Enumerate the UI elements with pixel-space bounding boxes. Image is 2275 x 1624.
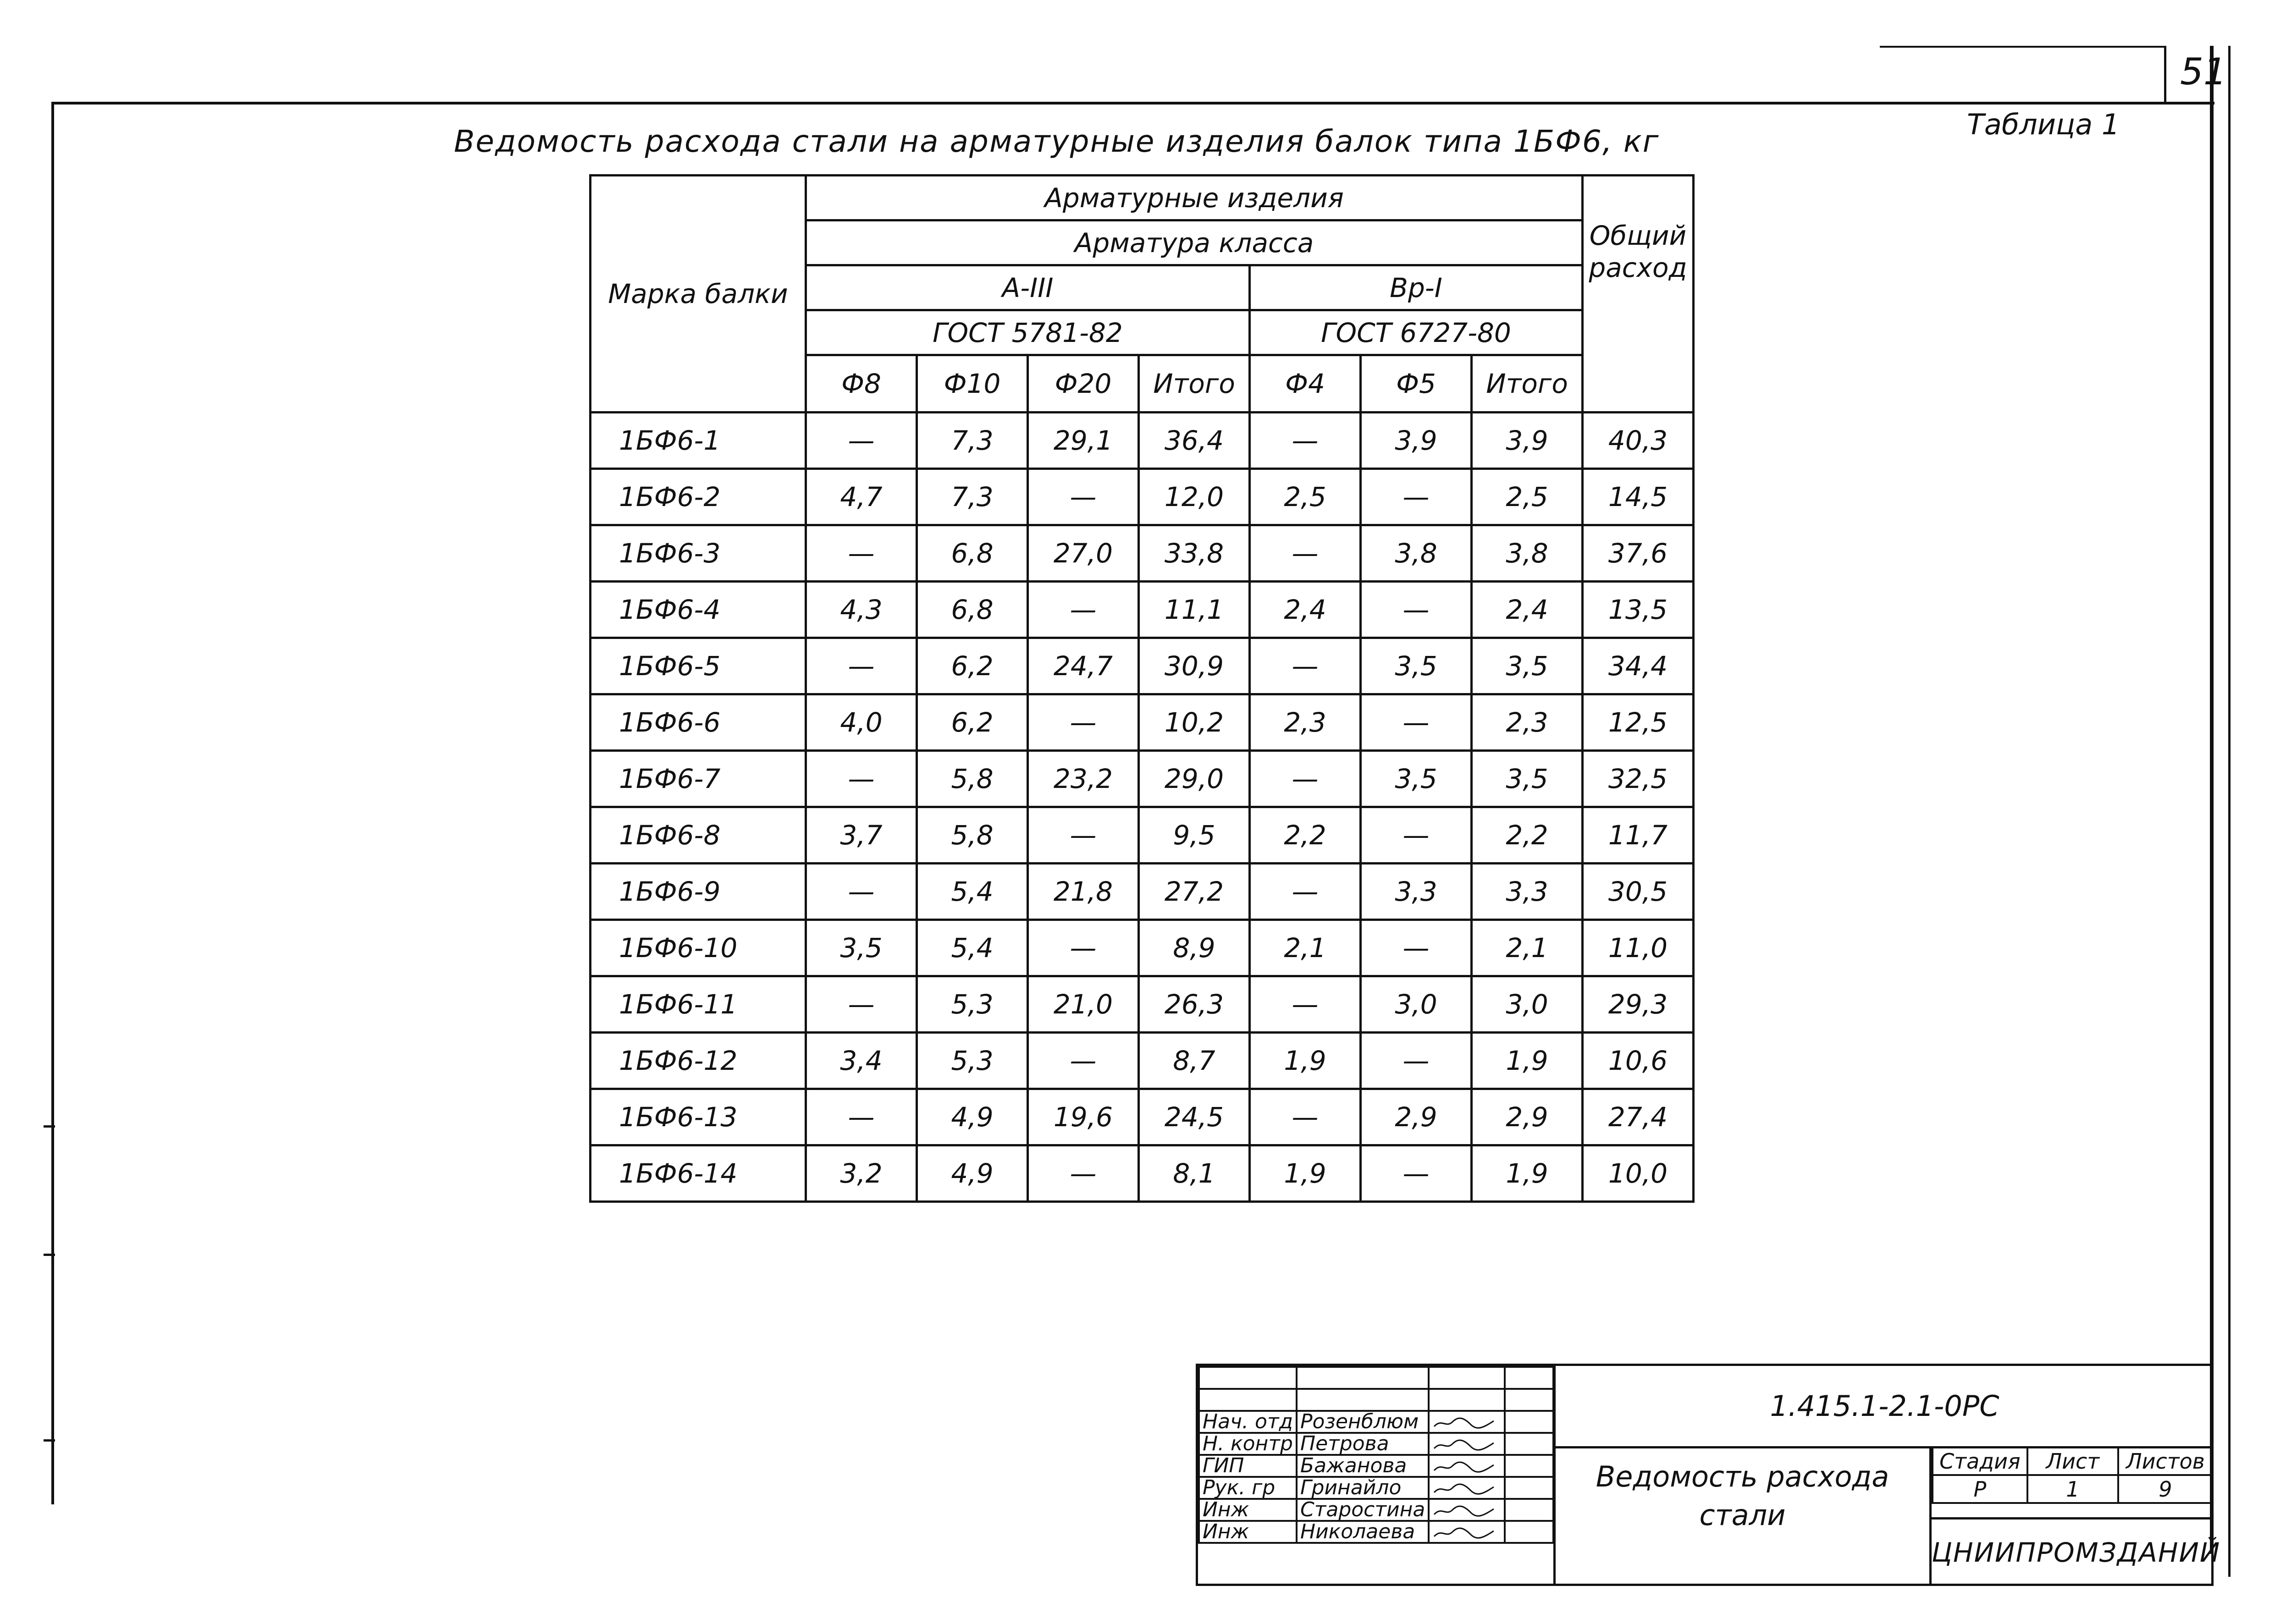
table-body — [591, 413, 1694, 1202]
row-mark: 1БФ6-11 — [591, 976, 806, 1033]
row-value: 21,0 — [1028, 976, 1139, 1033]
staff-role: Инж — [1199, 1521, 1297, 1543]
row-total-general: 14,5 — [1583, 469, 1694, 525]
row-mark: 1БФ6-3 — [591, 525, 806, 582]
row-value: 2,2 — [1472, 807, 1583, 864]
signature — [1429, 1455, 1505, 1477]
row-value: 6,2 — [917, 694, 1028, 751]
staff-name: Старостина — [1297, 1499, 1429, 1521]
sheets-label: Листов — [2118, 1447, 2213, 1475]
row-value: 30,9 — [1139, 638, 1250, 694]
row-value: — — [1028, 582, 1139, 638]
staff-name: Бажанова — [1297, 1455, 1429, 1477]
date-cell — [1505, 1521, 1553, 1543]
row-value: 11,1 — [1139, 582, 1250, 638]
row-value: 3,2 — [806, 1145, 917, 1202]
row-total-general: 34,4 — [1583, 638, 1694, 694]
row-value: 5,4 — [917, 920, 1028, 976]
row-value: — — [806, 525, 917, 582]
row-value: — — [1361, 920, 1472, 976]
document-name-line-2: стали — [1699, 1498, 1786, 1532]
date-cell — [1505, 1477, 1553, 1499]
frame-left-border — [51, 102, 54, 1504]
table-row — [591, 807, 1694, 864]
page-title: Ведомость расхода стали на арматурные изделия балок типа 1БФ6, кг — [454, 124, 1660, 159]
header-col: Ф5 — [1361, 355, 1472, 413]
staff-role: Рук. гр — [1199, 1477, 1297, 1499]
signature — [1429, 1433, 1505, 1455]
row-value: 3,8 — [1361, 525, 1472, 582]
margin-tick — [44, 1125, 55, 1128]
table-row — [591, 694, 1694, 751]
sheets-value: 9 — [2118, 1475, 2213, 1503]
date-cell — [1505, 1411, 1553, 1433]
row-value: 2,3 — [1472, 694, 1583, 751]
row-value: — — [1250, 413, 1361, 469]
row-value: — — [1028, 807, 1139, 864]
title-block — [1196, 1364, 2221, 1586]
row-mark: 1БФ6-5 — [591, 638, 806, 694]
staff-row — [1199, 1499, 1553, 1521]
signature — [1429, 1477, 1505, 1499]
row-value: 6,8 — [917, 525, 1028, 582]
row-value: — — [806, 864, 917, 920]
row-value: 8,7 — [1139, 1033, 1250, 1089]
row-value: — — [1028, 1145, 1139, 1202]
row-value: 3,3 — [1472, 864, 1583, 920]
row-value: 7,3 — [917, 469, 1028, 525]
table-row — [591, 525, 1694, 582]
staff-role: ГИП — [1199, 1455, 1297, 1477]
row-total-general: 37,6 — [1583, 525, 1694, 582]
row-mark: 1БФ6-10 — [591, 920, 806, 976]
document-name-line-1: Ведомость расхода — [1596, 1460, 1889, 1493]
table-row — [591, 469, 1694, 525]
header-class: Арматура класса — [806, 220, 1583, 265]
staff-role: Нач. отд — [1199, 1411, 1297, 1433]
table-row — [591, 920, 1694, 976]
row-total-general: 32,5 — [1583, 751, 1694, 807]
row-value: — — [1361, 807, 1472, 864]
row-total-general: 13,5 — [1583, 582, 1694, 638]
header-group: Арматурные изделия — [806, 176, 1583, 220]
row-value: 27,2 — [1139, 864, 1250, 920]
date-cell — [1505, 1499, 1553, 1521]
row-value: — — [1250, 525, 1361, 582]
steel-consumption-table — [589, 174, 1695, 1203]
row-value: 33,8 — [1139, 525, 1250, 582]
row-value: — — [1250, 638, 1361, 694]
row-value: 23,2 — [1028, 751, 1139, 807]
table-row — [591, 751, 1694, 807]
frame-top-border — [54, 102, 2214, 105]
row-value: 26,3 — [1139, 976, 1250, 1033]
row-mark: 1БФ6-8 — [591, 807, 806, 864]
row-value: — — [1361, 694, 1472, 751]
row-mark: 1БФ6-7 — [591, 751, 806, 807]
row-value: 4,9 — [917, 1089, 1028, 1145]
row-value: — — [806, 413, 917, 469]
table-row — [591, 1145, 1694, 1202]
row-total-general: 29,3 — [1583, 976, 1694, 1033]
row-value: 1,9 — [1472, 1145, 1583, 1202]
row-mark: 1БФ6-2 — [591, 469, 806, 525]
table-row — [591, 864, 1694, 920]
staff-row — [1199, 1455, 1553, 1477]
row-value: 2,9 — [1472, 1089, 1583, 1145]
row-value: 24,7 — [1028, 638, 1139, 694]
row-value: — — [1250, 864, 1361, 920]
row-value: — — [1361, 469, 1472, 525]
row-value: — — [1250, 751, 1361, 807]
row-value: — — [806, 751, 917, 807]
margin-tick — [44, 1439, 55, 1442]
row-value: 29,1 — [1028, 413, 1139, 469]
row-value: 1,9 — [1250, 1145, 1361, 1202]
row-value: — — [806, 1089, 917, 1145]
document-name — [1556, 1446, 1932, 1584]
row-value: — — [1250, 1089, 1361, 1145]
frame-top-short-line — [1880, 46, 2164, 48]
staff-name: Николаева — [1297, 1521, 1429, 1543]
document-code: 1.415.1-2.1-0РС — [1556, 1366, 2214, 1448]
row-total-general: 40,3 — [1583, 413, 1694, 469]
organization-name: ЦНИИПРОМЗДАНИЙ — [1932, 1517, 2214, 1586]
row-value: 3,0 — [1472, 976, 1583, 1033]
row-value: 2,4 — [1472, 582, 1583, 638]
row-value: 5,8 — [917, 807, 1028, 864]
header-class-a: А-III — [806, 265, 1250, 310]
row-total-general: 30,5 — [1583, 864, 1694, 920]
row-mark: 1БФ6-12 — [591, 1033, 806, 1089]
signature — [1429, 1499, 1505, 1521]
table-row — [591, 582, 1694, 638]
row-value: 3,5 — [1472, 751, 1583, 807]
row-value: 4,0 — [806, 694, 917, 751]
row-value: 4,9 — [917, 1145, 1028, 1202]
header-gost-a: ГОСТ 5781-82 — [806, 310, 1250, 355]
staff-role: Н. контр — [1199, 1433, 1297, 1455]
staff-grid — [1198, 1366, 1554, 1544]
header-col: Ф8 — [806, 355, 917, 413]
staff-name: Петрова — [1297, 1433, 1429, 1455]
row-value: 5,3 — [917, 976, 1028, 1033]
row-value: 8,9 — [1139, 920, 1250, 976]
row-mark: 1БФ6-13 — [591, 1089, 806, 1145]
row-value: 3,3 — [1361, 864, 1472, 920]
row-value: — — [806, 976, 917, 1033]
header-total-general: Общий расход — [1583, 176, 1694, 413]
row-value: 4,3 — [806, 582, 917, 638]
header-col: Ф20 — [1028, 355, 1139, 413]
margin-tick — [44, 1254, 55, 1256]
title-block-right — [1553, 1366, 2221, 1584]
header-class-b: Вр-I — [1250, 265, 1583, 310]
row-value: 21,8 — [1028, 864, 1139, 920]
row-value: 2,2 — [1250, 807, 1361, 864]
row-value: 27,0 — [1028, 525, 1139, 582]
row-value: 5,4 — [917, 864, 1028, 920]
row-value: 2,3 — [1250, 694, 1361, 751]
row-value: — — [1028, 469, 1139, 525]
row-total-general: 10,0 — [1583, 1145, 1694, 1202]
row-total-general: 10,6 — [1583, 1033, 1694, 1089]
row-value: 2,1 — [1250, 920, 1361, 976]
row-value: 10,2 — [1139, 694, 1250, 751]
row-value: 7,3 — [917, 413, 1028, 469]
row-mark: 1БФ6-9 — [591, 864, 806, 920]
row-value: 29,0 — [1139, 751, 1250, 807]
table-row — [591, 1089, 1694, 1145]
row-value: 2,1 — [1472, 920, 1583, 976]
row-value: 19,6 — [1028, 1089, 1139, 1145]
row-value: 3,9 — [1472, 413, 1583, 469]
staff-row — [1199, 1477, 1553, 1499]
row-value: 2,4 — [1250, 582, 1361, 638]
row-value: 9,5 — [1139, 807, 1250, 864]
staff-row — [1199, 1433, 1553, 1455]
stage-value: Р — [1933, 1475, 2027, 1503]
row-value: 36,4 — [1139, 413, 1250, 469]
row-value: — — [806, 638, 917, 694]
header-col: Ф4 — [1250, 355, 1361, 413]
row-value: 1,9 — [1250, 1033, 1361, 1089]
staff-role: Инж — [1199, 1499, 1297, 1521]
header-col: Ф10 — [917, 355, 1028, 413]
staff-name: Розенблюм — [1297, 1411, 1429, 1433]
table-row — [591, 638, 1694, 694]
table-label: Таблица 1 — [1967, 108, 2120, 141]
row-value: 1,9 — [1472, 1033, 1583, 1089]
row-value: 3,9 — [1361, 413, 1472, 469]
row-value: 3,4 — [806, 1033, 917, 1089]
row-value: — — [1361, 582, 1472, 638]
row-value: 3,5 — [1361, 638, 1472, 694]
header-mark: Марка балки — [591, 176, 806, 413]
row-value: 3,8 — [1472, 525, 1583, 582]
row-value: 5,3 — [917, 1033, 1028, 1089]
date-cell — [1505, 1433, 1553, 1455]
row-total-general: 12,5 — [1583, 694, 1694, 751]
row-total-general: 27,4 — [1583, 1089, 1694, 1145]
page-number: 51 — [2180, 50, 2227, 93]
header-gost-b: ГОСТ 6727-80 — [1250, 310, 1583, 355]
row-mark: 1БФ6-6 — [591, 694, 806, 751]
row-value: 5,8 — [917, 751, 1028, 807]
row-value: 6,8 — [917, 582, 1028, 638]
row-value: — — [1028, 1033, 1139, 1089]
row-value: 3,7 — [806, 807, 917, 864]
date-cell — [1505, 1455, 1553, 1477]
header-col: Итого — [1472, 355, 1583, 413]
signature — [1429, 1411, 1505, 1433]
row-value: 2,5 — [1250, 469, 1361, 525]
row-value: 4,7 — [806, 469, 917, 525]
row-value: — — [1250, 976, 1361, 1033]
row-value: 6,2 — [917, 638, 1028, 694]
row-value: — — [1361, 1033, 1472, 1089]
table-row — [591, 413, 1694, 469]
sheet-value: 1 — [2027, 1475, 2118, 1503]
row-mark: 1БФ6-4 — [591, 582, 806, 638]
row-total-general: 11,7 — [1583, 807, 1694, 864]
row-value: 3,5 — [806, 920, 917, 976]
row-value: — — [1028, 920, 1139, 976]
row-value: 12,0 — [1139, 469, 1250, 525]
stage-label: Стадия — [1933, 1447, 2027, 1475]
row-total-general: 11,0 — [1583, 920, 1694, 976]
sheet-label: Лист — [2027, 1447, 2118, 1475]
row-value: 8,1 — [1139, 1145, 1250, 1202]
staff-row — [1199, 1521, 1553, 1543]
frame-right-outer-border — [2228, 46, 2231, 1577]
staff-row — [1199, 1411, 1553, 1433]
row-value: 2,5 — [1472, 469, 1583, 525]
row-value: 2,9 — [1361, 1089, 1472, 1145]
table-row — [591, 1033, 1694, 1089]
row-value: 3,0 — [1361, 976, 1472, 1033]
row-value: — — [1361, 1145, 1472, 1202]
row-mark: 1БФ6-1 — [591, 413, 806, 469]
row-value: 3,5 — [1472, 638, 1583, 694]
row-value: 3,5 — [1361, 751, 1472, 807]
row-mark: 1БФ6-14 — [591, 1145, 806, 1202]
staff-name: Гринайло — [1297, 1477, 1429, 1499]
frame-right-border — [2210, 46, 2214, 1554]
stage-sheet-table — [1932, 1446, 2214, 1504]
row-value: — — [1028, 694, 1139, 751]
row-value: 24,5 — [1139, 1089, 1250, 1145]
table-row — [591, 976, 1694, 1033]
header-col: Итого — [1139, 355, 1250, 413]
signature — [1429, 1521, 1505, 1543]
